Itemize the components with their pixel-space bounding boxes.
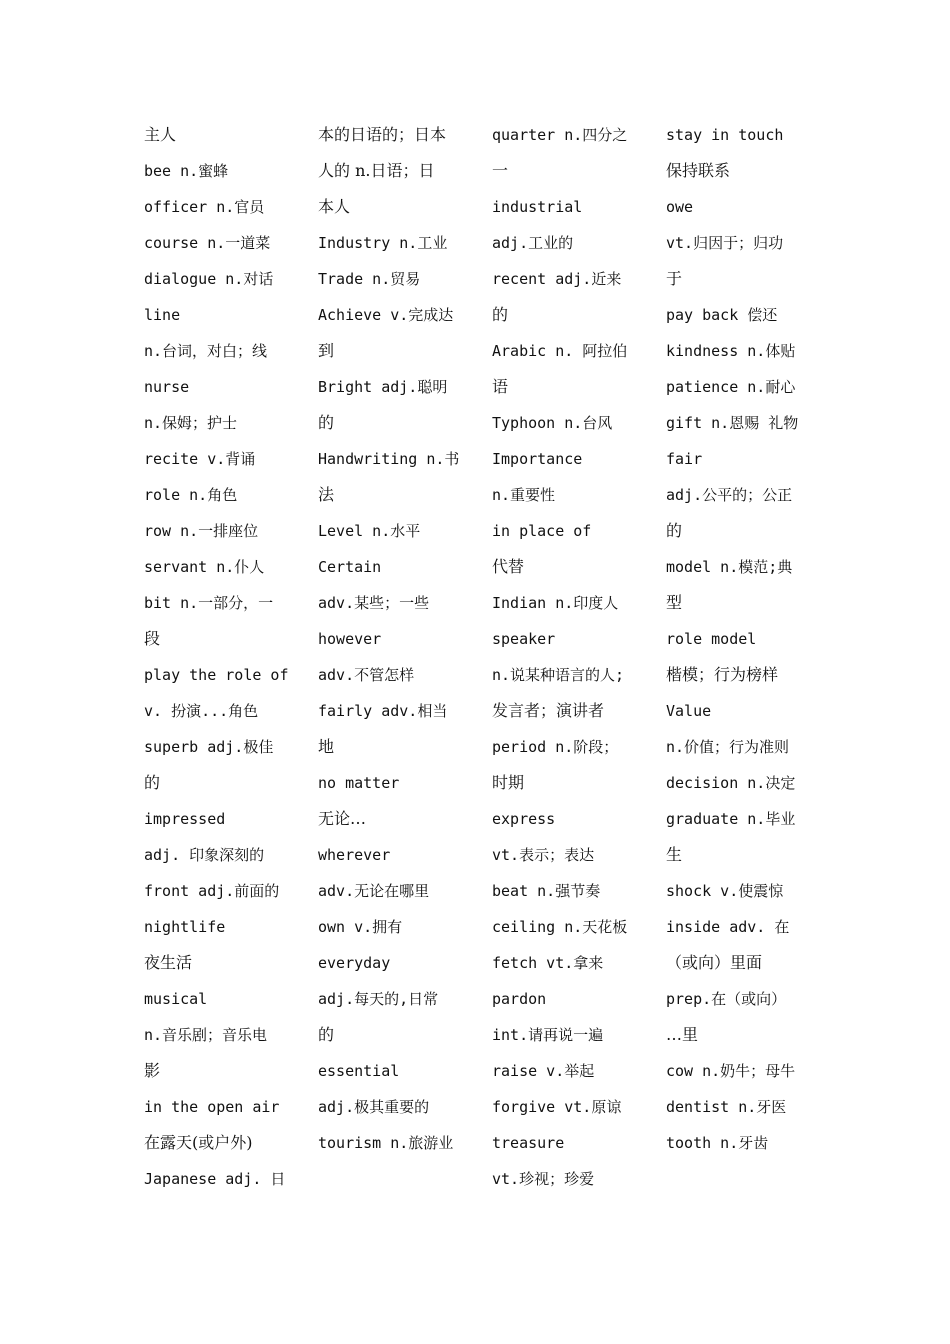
vocab-line: 段 [144, 629, 161, 648]
vocab-line: Handwriting n.书 [318, 450, 460, 468]
vocab-line: vt.珍视；珍爱 [492, 1170, 595, 1188]
vocab-line: line [144, 306, 181, 324]
vocab-line: 的 [666, 521, 683, 540]
vocab-line: tourism n.旅游业 [318, 1134, 454, 1152]
vocab-line: Indian n.印度人 [492, 594, 619, 612]
vocab-line: kindness n.体贴 [666, 342, 796, 360]
vocab-line: row n.一排座位 [144, 522, 259, 540]
vocab-line: 地 [318, 737, 335, 756]
vocab-line: adv.无论在哪里 [318, 882, 430, 900]
vocab-line: 无论… [318, 809, 367, 828]
vocab-line: 到 [318, 341, 335, 360]
vocab-line: Bright adj.聪明 [318, 378, 448, 396]
vocab-line: n.说某种语言的人; [492, 666, 625, 684]
vocab-line: 主人 [144, 125, 177, 144]
vocab-line: pardon [492, 990, 547, 1008]
vocab-line: Certain [318, 558, 382, 576]
vocab-line: Trade n.贸易 [318, 270, 421, 288]
vocab-line: everyday [318, 954, 391, 972]
vocab-line: Typhoon n.台风 [492, 414, 613, 432]
vocab-line: dentist n.牙医 [666, 1098, 787, 1116]
vocab-line: n.重要性 [492, 486, 556, 504]
vocab-line: essential [318, 1062, 400, 1080]
vocab-column-2 [318, 117, 464, 1161]
vocab-line: play the role of [144, 666, 289, 684]
vocab-line: Achieve v.完成达 [318, 306, 454, 324]
vocab-line: gift n.恩赐 礼物 [666, 414, 799, 432]
vocab-line: adj.工业的 [492, 234, 574, 252]
vocab-line: adv.某些；一些 [318, 594, 430, 612]
vocab-line: n.价值；行为准则 [666, 738, 790, 756]
vocab-line: industrial [492, 198, 583, 216]
vocab-line: 影 [144, 1061, 161, 1080]
vocab-line: in place of [492, 522, 592, 540]
vocab-line: however [318, 630, 382, 648]
vocab-line: role n.角色 [144, 486, 238, 504]
vocab-column-4 [666, 117, 814, 1161]
vocab-line: ceiling n.天花板 [492, 918, 628, 936]
vocab-line: model n.模范;典 [666, 558, 793, 576]
vocab-line: 人的 n.日语；日 [318, 161, 435, 180]
vocab-line: adj. 印象深刻的 [144, 846, 265, 864]
vocab-line: bee n.蜜蜂 [144, 162, 229, 180]
vocab-line: 生 [666, 845, 683, 864]
vocab-line: inside adv. 在 [666, 918, 790, 936]
vocab-line: …里 [666, 1025, 699, 1044]
vocab-column-3 [492, 117, 638, 1197]
vocab-line: Arabic n. 阿拉伯 [492, 342, 628, 360]
vocab-line: 保持联系 [666, 161, 731, 180]
vocab-line: prep.在（或向） [666, 990, 787, 1008]
vocab-line: patience n.耐心 [666, 378, 796, 396]
vocab-line: 一 [492, 161, 509, 180]
vocab-line: 代替 [492, 557, 525, 576]
vocab-line: n.音乐剧；音乐电 [144, 1026, 268, 1044]
vocab-line: no matter [318, 774, 400, 792]
vocab-line: int.请再说一遍 [492, 1026, 604, 1044]
vocab-line: 的 [318, 1025, 335, 1044]
vocab-line: tooth n.牙齿 [666, 1134, 769, 1152]
vocab-line: Japanese adj. 日 [144, 1170, 286, 1188]
vocab-line: 夜生活 [144, 953, 193, 972]
vocab-line: dialogue n.对话 [144, 270, 274, 288]
vocab-line: superb adj.极佳 [144, 738, 274, 756]
vocab-line: stay in touch [666, 126, 784, 144]
vocab-line: 型 [666, 593, 683, 612]
vocab-line: adj.极其重要的 [318, 1098, 430, 1116]
vocab-line: raise v.举起 [492, 1062, 595, 1080]
vocab-line: Importance [492, 450, 583, 468]
vocab-line: 楷模；行为榜样 [666, 665, 779, 684]
vocab-line: period n.阶段； [492, 738, 619, 756]
vocab-line: nurse [144, 378, 190, 396]
vocab-line: recite v.背诵 [144, 450, 256, 468]
vocab-line: cow n.奶牛；母牛 [666, 1062, 796, 1080]
vocab-line: speaker [492, 630, 556, 648]
vocab-line: bit n.一部分，一 [144, 594, 274, 612]
vocab-line: front adj.前面的 [144, 882, 280, 900]
vocab-line: 法 [318, 485, 335, 504]
vocab-line: treasure [492, 1134, 565, 1152]
vocab-line: musical [144, 990, 208, 1008]
vocab-line: 语 [492, 377, 509, 396]
vocab-line: 于 [666, 269, 683, 288]
vocab-line: beat n.强节奏 [492, 882, 601, 900]
vocab-line: vt.归因于；归功 [666, 234, 784, 252]
vocab-line: wherever [318, 846, 391, 864]
vocab-line: nightlife [144, 918, 226, 936]
vocab-line: officer n.官员 [144, 198, 265, 216]
vocab-line: Value [666, 702, 712, 720]
vocab-line: shock v.使震惊 [666, 882, 784, 900]
vocab-line: express [492, 810, 556, 828]
vocab-line: forgive vt.原谅 [492, 1098, 622, 1116]
vocab-line: graduate n.毕业 [666, 810, 796, 828]
vocab-line: servant n.仆人 [144, 558, 265, 576]
vocab-column-1 [144, 117, 290, 1197]
vocab-line: 的 [318, 413, 335, 432]
vocab-line: impressed [144, 810, 226, 828]
vocab-line: recent adj.近来 [492, 270, 622, 288]
vocab-line: quarter n.四分之 [492, 126, 628, 144]
vocab-line: 时期 [492, 773, 525, 792]
vocab-line: owe [666, 198, 694, 216]
vocab-line: in the open air [144, 1098, 280, 1116]
vocab-line: pay back 偿还 [666, 306, 778, 324]
vocab-line: v. 扮演...角色 [144, 702, 259, 720]
vocab-line: Level n.水平 [318, 522, 421, 540]
vocab-line: decision n.决定 [666, 774, 796, 792]
vocab-line: n.保姆；护士 [144, 414, 238, 432]
vocab-line: adj.每天的,日常 [318, 990, 439, 1008]
vocab-line: own v.拥有 [318, 918, 403, 936]
vocab-line: vt.表示；表达 [492, 846, 595, 864]
vocab-line: adv.不管怎样 [318, 666, 415, 684]
vocab-line: role model [666, 630, 757, 648]
vocab-line: fairly adv.相当 [318, 702, 448, 720]
vocab-line: 本的日语的；日本 [318, 125, 447, 144]
vocab-line: 发言者；演讲者 [492, 701, 605, 720]
vocab-line: 的 [144, 773, 161, 792]
vocab-line: 的 [492, 305, 509, 324]
vocab-line: adj.公平的；公正 [666, 486, 793, 504]
vocab-line: course n.一道菜 [144, 234, 271, 252]
vocab-line: fair [666, 450, 703, 468]
vocab-line: Industry n.工业 [318, 234, 448, 252]
vocab-line: 在露天(或户外) [144, 1133, 253, 1152]
vocab-line: 本人 [318, 197, 351, 216]
vocab-line: （或向）里面 [666, 953, 763, 972]
vocab-line: n.台词，对白；线 [144, 342, 268, 360]
vocab-line: fetch vt.拿来 [492, 954, 604, 972]
